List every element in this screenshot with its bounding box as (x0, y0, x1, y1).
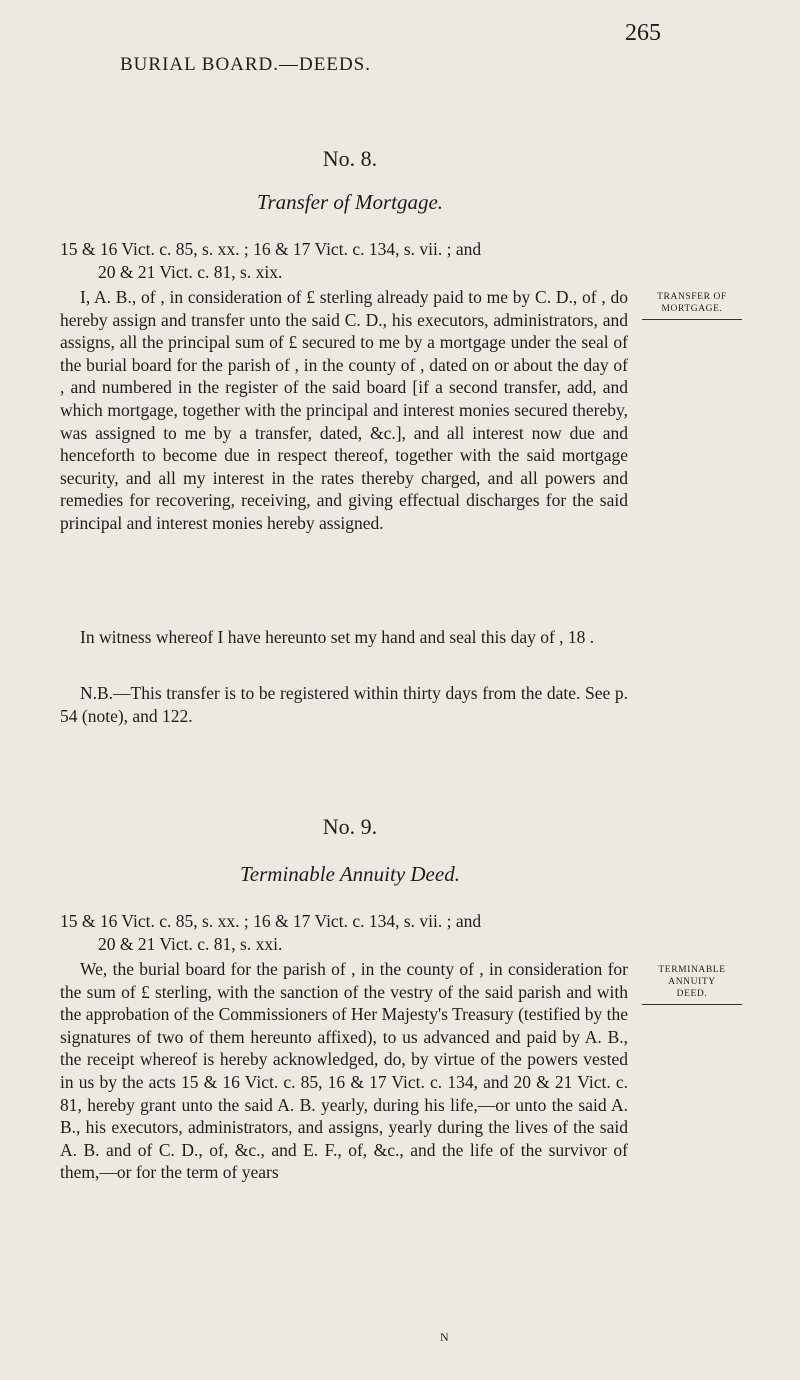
margin-rule (642, 319, 742, 320)
statute-line: 15 & 16 Vict. c. 85, s. xx. ; 16 & 17 Vict. c. 134, s. vii. ; and (60, 239, 482, 259)
section-9-body: We, the burial board for the parish of , in the county of , in consideration for the sum of £ sterling, with the sanction of the vestry of the said parish and with the approbation of the Commissioners of Her Majesty's Treasury (testified by the signatures of two of them hereunto affixed), to us advanced and paid by A. B., the receipt whereof is hereby acknowledged, do, by virtue of the powers vested in us by the acts 15 & 16 Vict. c. 85, 16 & 17 Vict. c. 134, and 20 & 21 Vict. c. 81, hereby grant unto the said A. B. yearly, during his life,—or unto the said A. B., his executors, administrators, and assigns, yearly during the lives of the said A. B. and of C. D., of, &c., and E. F., of, &c., and the life of the survivor of them,—or for the term of years (60, 959, 628, 1183)
margin-note-line: TERMINABLE (658, 965, 726, 975)
page-number: 265 (625, 20, 661, 46)
section-8-note: N.B.—This transfer is to be registered within thirty days from the date. See p. 54 (note), and 122. (60, 683, 628, 726)
margin-note-line: DEED. (676, 989, 708, 999)
signature-mark: N (440, 1330, 449, 1344)
section-9-number: No. 9. (322, 814, 378, 839)
section-8-number: No. 8. (322, 146, 378, 171)
running-title: BURIAL BOARD.—DEEDS. (120, 54, 371, 75)
margin-note-transfer-of-mortgage (632, 291, 752, 320)
margin-note-line: ANNUITY (668, 977, 716, 987)
section-9-title: Terminable Annuity Deed. (240, 862, 460, 886)
section-8-statute (60, 238, 628, 283)
statute-line: 20 & 21 Vict. c. 81, s. xxi. (98, 933, 283, 954)
margin-note-terminable-annuity-deed (632, 964, 752, 1005)
section-9-statute (60, 910, 628, 955)
section-8-body: I, A. B., of , in consideration of £ sterling already paid to me by C. D., of , do hereby assign and transfer unto the said C. D., his executors, administrators, and assigns, all the principal sum of £ secured to me by a mortgage under the seal of the burial board for the parish of , in the county of , dated on or about the day of , and numbered in the register of the said board [if a second transfer, add, and which mortgage, together with the principal and interest monies secured thereby, was assigned to me by a transfer, dated, &c.], and all interest now due and henceforth to become due in respect thereof, together with the said mortgage security, and all my interest in the rates thereby charged, and all powers and remedies for recovering, receiving, and giving effectual discharges for the said principal and interest monies hereby assigned. (60, 287, 628, 533)
statute-line: 15 & 16 Vict. c. 85, s. xx. ; 16 & 17 Vict. c. 134, s. vii. ; and (60, 911, 482, 931)
margin-note-line: MORTGAGE. (661, 304, 723, 314)
section-8-witness: In witness whereof I have hereunto set my hand and seal this day of , 18 . (80, 627, 595, 647)
section-8-title: Transfer of Mortgage. (256, 190, 444, 214)
statute-line: 20 & 21 Vict. c. 81, s. xix. (98, 261, 283, 282)
margin-note-line: TRANSFER OF (657, 292, 727, 302)
margin-rule (642, 1004, 742, 1005)
